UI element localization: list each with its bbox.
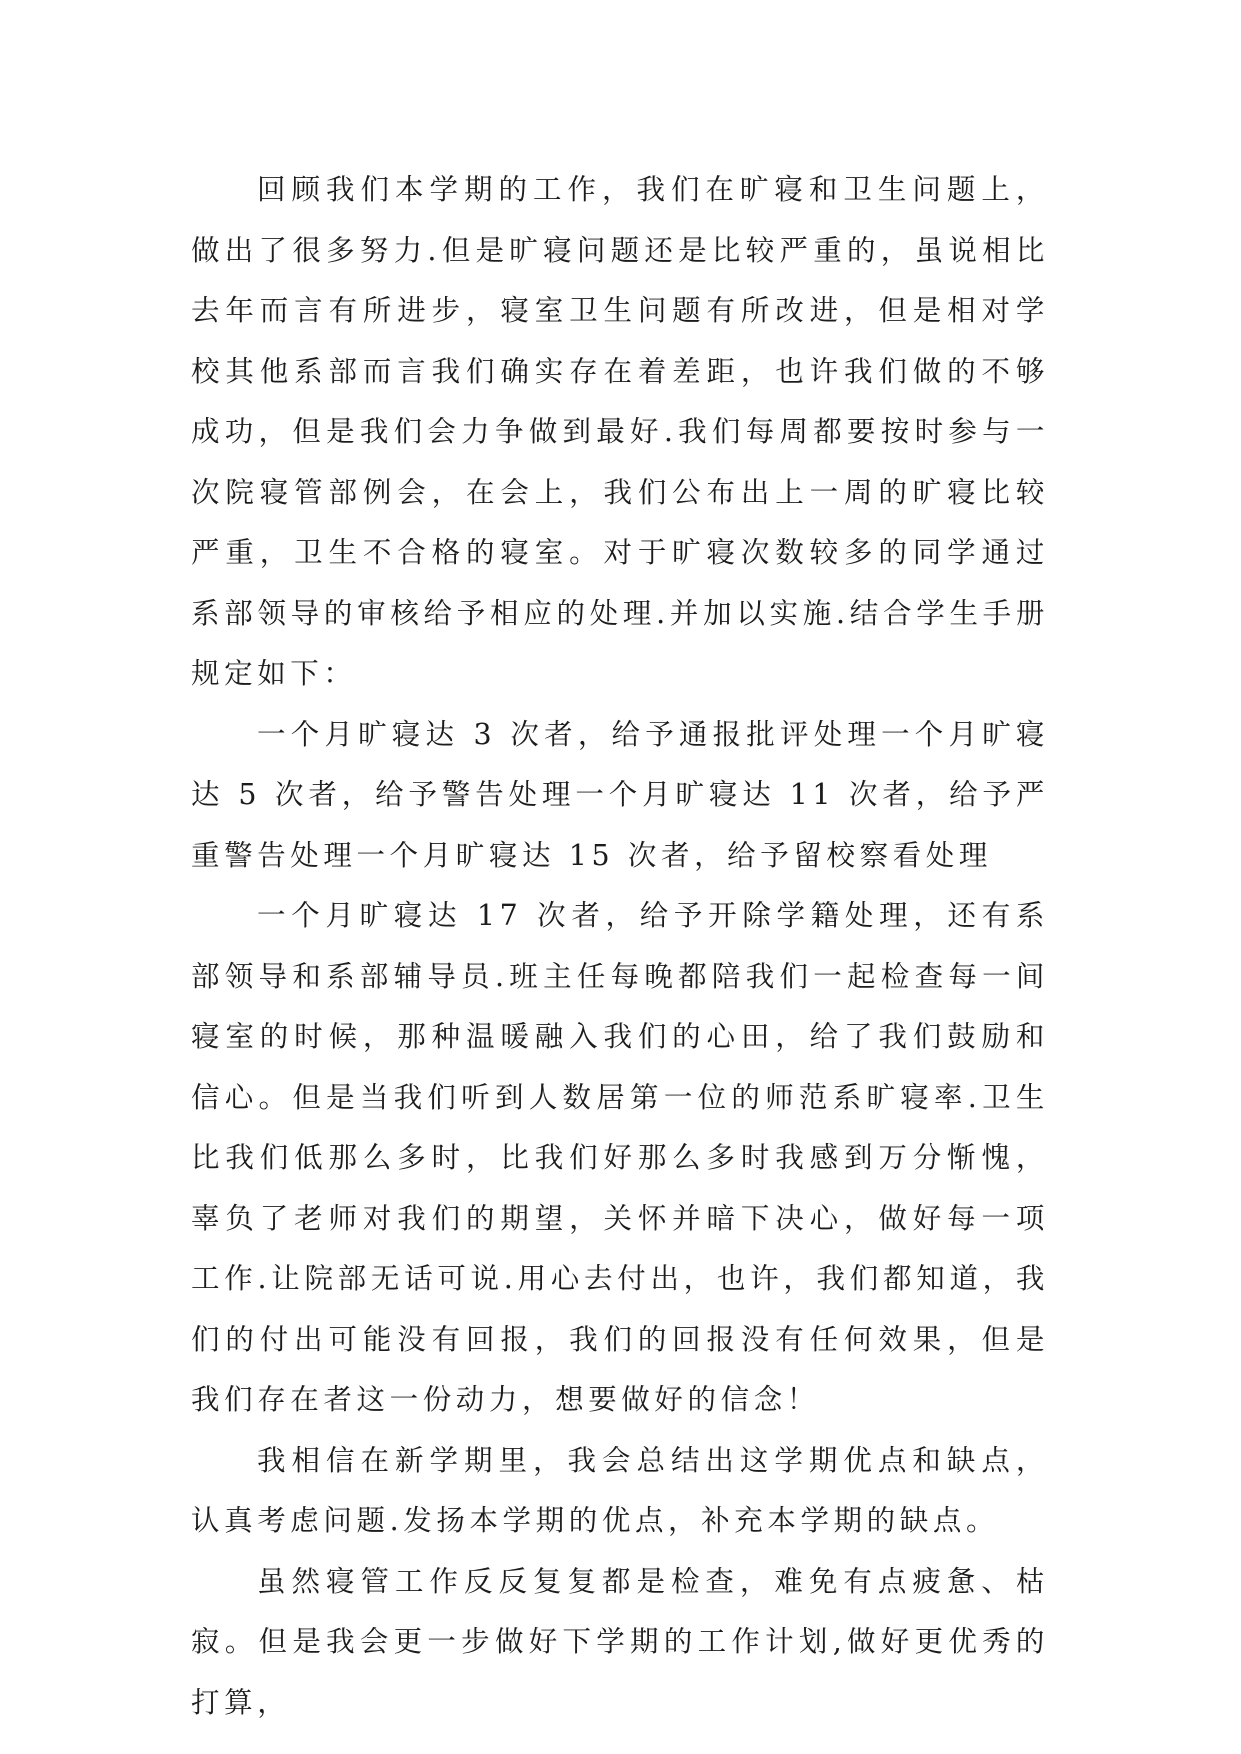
document-page xyxy=(191,160,1049,1733)
paragraph-plan: 虽然寝管工作反反复复都是检查，难免有点疲惫、枯寂。但是我会更一步做好下学期的工作计划,做好更优秀的打算， xyxy=(191,1564,1049,1719)
paragraph-expulsion: 一个月旷寝达 17 次者，给予开除学籍处理，还有系部领导和系部辅导员.班主任每晚都陪我们一起检查每一间寝室的时候，那种温暖融入我们的心田，给了我们鼓励和信心。但是当我们听到人数居第一位的师范系旷寝率.卫生比我们低那么多时，比我们好那么多时我感到万分惭愧，辜负了老师对我们的期望，关怀并暗下决心，做好每一项工作.让院部无话可说.用心去付出，也许，我们都知道，我们的付出可能没有回报，我们的回报没有任何效果，但是我们存在者这一份动力，想要做好的信念！ xyxy=(191,899,1049,1416)
paragraph-new-semester: 我相信在新学期里，我会总结出这学期优点和缺点，认真考虑问题.发扬本学期的优点，补充本学期的缺点。 xyxy=(191,1443,1049,1537)
paragraph-penalties: 一个月旷寝达 3 次者，给予通报批评处理一个月旷寝达 5 次者，给予警告处理一个月旷寝达 11 次者，给予严重警告处理一个月旷寝达 15 次者，给予留校察看处理 xyxy=(191,717,1049,872)
paragraph-review: 回顾我们本学期的工作，我们在旷寝和卫生问题上，做出了很多努力.但是旷寝问题还是比较严重的，虽说相比去年而言有所进步，寝室卫生问题有所改进，但是相对学校其他系部而言我们确实存在着差距，也许我们做的不够成功，但是我们会力争做到最好.我们每周都要按时参与一次院寝管部例会，在会上，我们公布出上一周的旷寝比较严重，卫生不合格的寝室。对于旷寝次数较多的同学通过系部领导的审核给予相应的处理.并加以实施.结合学生手册规定如下： xyxy=(191,173,1049,690)
